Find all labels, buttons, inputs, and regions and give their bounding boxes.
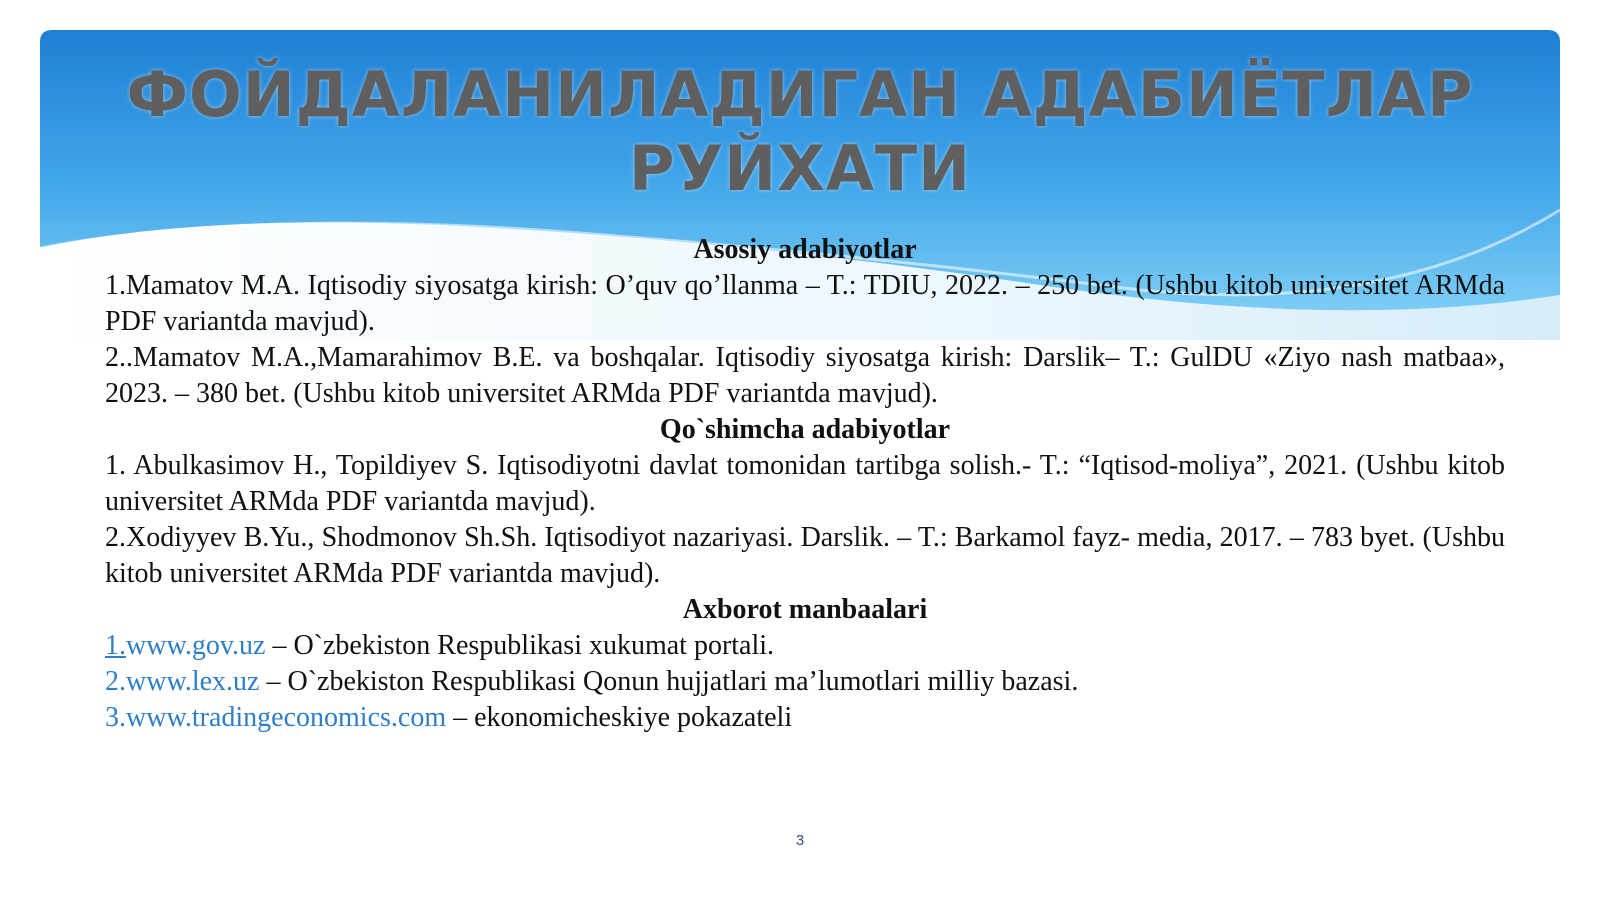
slide-title: [40, 58, 1560, 206]
basic-literature-heading: Asosiy adabiyotlar: [693, 234, 917, 265]
source-item-lex: [105, 664, 1505, 700]
information-sources-heading: Axborot manbaalari: [682, 594, 928, 625]
title-line-1: ФОЙДАЛАНИЛАДИГАН АДАБИЁТЛАР: [126, 58, 1474, 131]
title-line-2: РУЙХАТИ: [628, 132, 972, 205]
source-url-lex: www.lex.uz: [126, 666, 260, 697]
source-url-tradingeconomics: www.tradingeconomics.com: [126, 702, 447, 733]
source-item-gov: [105, 628, 1505, 664]
source-link-tradingeconomics[interactable]: [105, 702, 446, 733]
source-link-gov[interactable]: [105, 630, 265, 661]
source-description-lex: – O`zbekiston Respublikasi Qonun hujjatlari ma’lumotlari milliy bazasi.: [259, 666, 1079, 697]
additional-literature-heading: Qo`shimcha adabiyotlar: [659, 414, 951, 445]
source-link-lex[interactable]: [105, 666, 259, 697]
additional-reference-2: 2.Xodiyyev B.Yu., Shodmonov Sh.Sh. Iqtisodiyot nazariyasi. Darslik. – T.: Barkamol fayz- media, 2017. – 783 byet. (Ushbu kitob universitet ARMda PDF variantda mavjud).: [105, 522, 1505, 589]
page-number: 3: [795, 832, 805, 849]
references-content: [105, 232, 1505, 736]
source-url-gov: www.gov.uz: [126, 630, 266, 661]
basic-reference-1: 1.Mamatov M.A. Iqtisodiy siyosatga kirish: O’quv qo’llanma – T.: TDIU, 2022. – 250 bet. (Ushbu kitob universitet ARMda PDF variantda mavjud).: [105, 270, 1505, 337]
basic-reference-2: 2..Mamatov M.A.,Mamarahimov B.E. va boshqalar. Iqtisodiy siyosatga kirish: Darslik– T.: GulDU «Ziyo nash matbaa», 2023. – 380 bet. (Ushbu kitob universitet ARMda PDF variantda mavjud).: [105, 342, 1505, 409]
source-number-2: 2.: [105, 666, 126, 697]
source-item-tradingeconomics: [105, 700, 1505, 736]
source-description-tradingeconomics: – ekonomicheskiye pokazateli: [446, 702, 793, 733]
source-number-1: 1.: [105, 630, 126, 661]
additional-reference-1: 1. Abulkasimov H., Topildiyev S. Iqtisodiyotni davlat tomonidan tartibga solish.- T.: “Iqtisod-moliya”, 2021. (Ushbu kitob universitet ARMda PDF variantda mavjud).: [105, 450, 1505, 517]
source-number-3: 3.: [105, 702, 126, 733]
source-description-gov: – O`zbekiston Respublikasi xukumat portali.: [265, 630, 775, 661]
